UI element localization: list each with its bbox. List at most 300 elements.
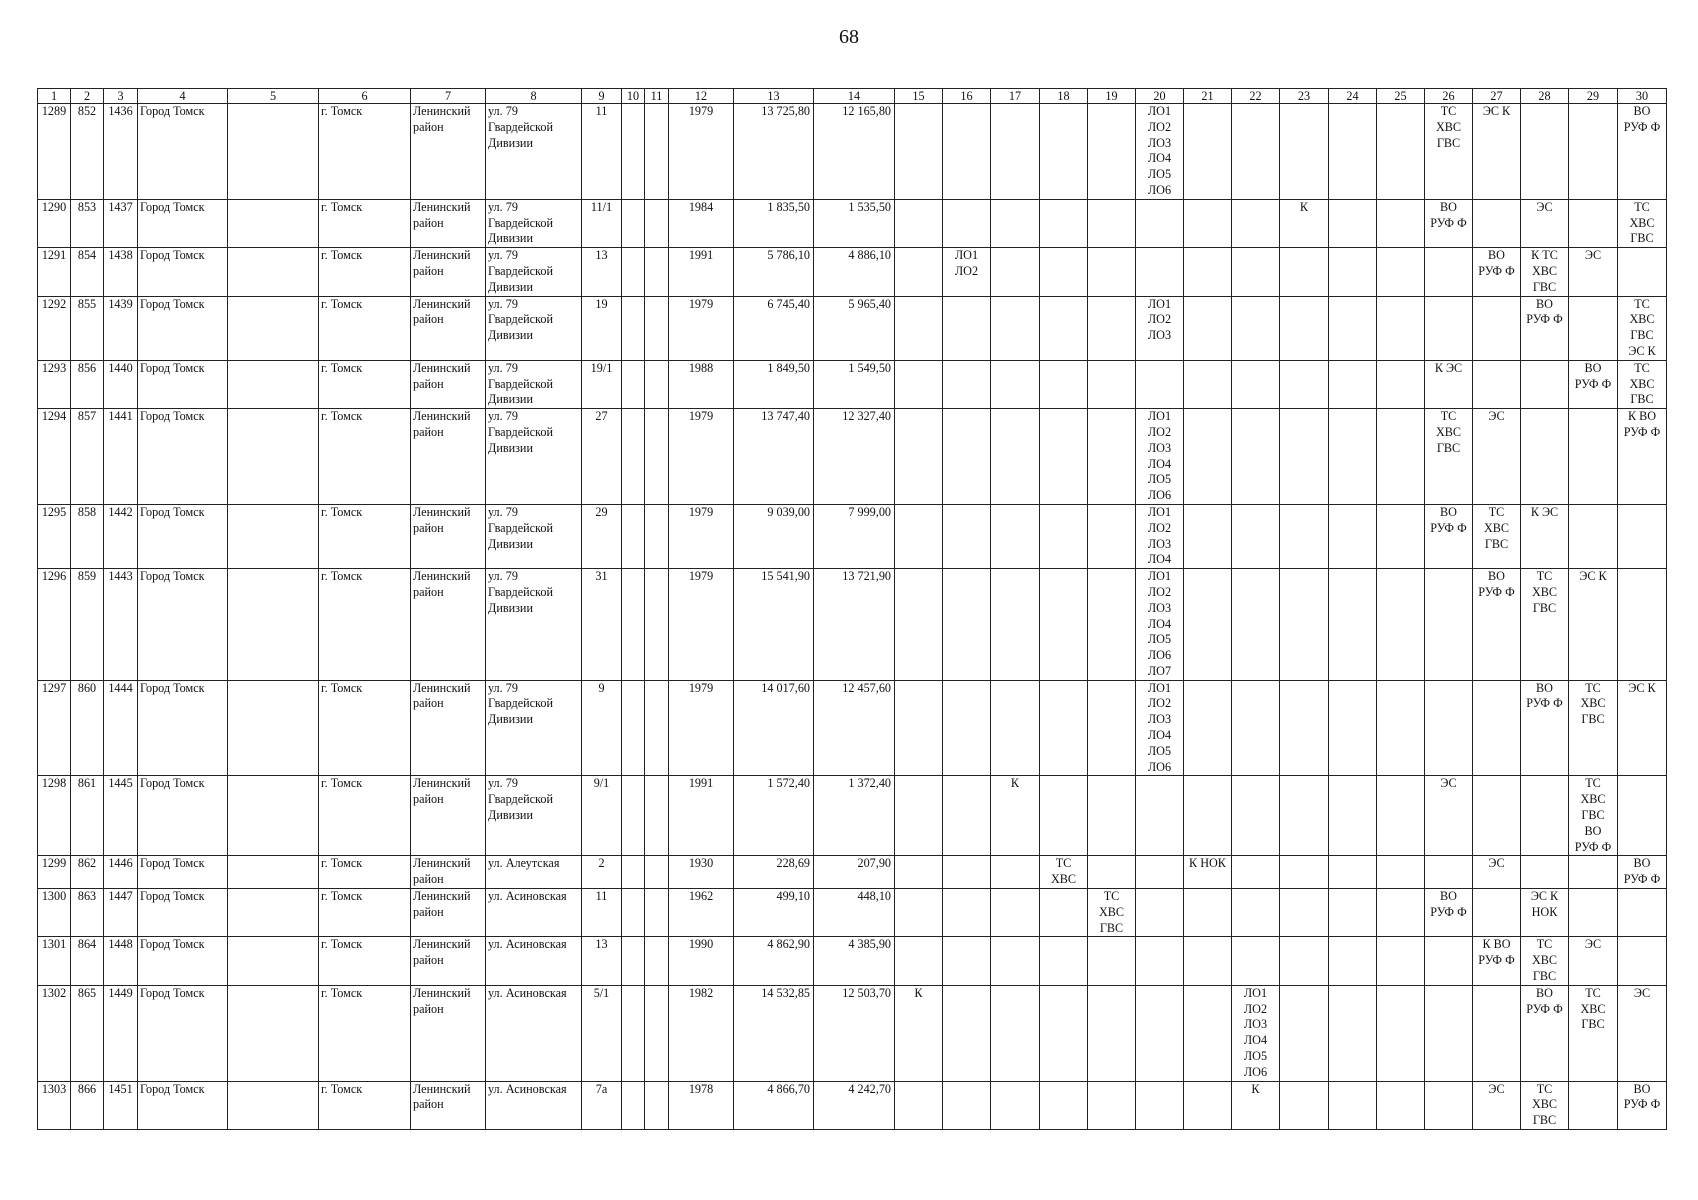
cell-col-7: Ленинский район [411, 199, 486, 247]
cell-col-28: ВО РУФ Ф [1521, 296, 1569, 360]
cell-col-7: Ленинский район [411, 889, 486, 937]
column-header-14: 14 [814, 89, 895, 104]
cell-col-24 [1329, 104, 1377, 200]
column-header-18: 18 [1040, 89, 1088, 104]
cell-col-12: 1979 [669, 680, 734, 776]
cell-col-22 [1232, 104, 1280, 200]
cell-col-10 [622, 937, 645, 985]
cell-col-8: ул. Алеутская [486, 856, 582, 889]
cell-col-18: ТС ХВС [1040, 856, 1088, 889]
cell-col-13: 1 835,50 [734, 199, 814, 247]
cell-col-20 [1136, 199, 1184, 247]
cell-col-12: 1979 [669, 104, 734, 200]
cell-col-30: ВО РУФ Ф [1618, 856, 1667, 889]
cell-col-4: Город Томск [138, 360, 228, 408]
cell-col-4: Город Томск [138, 104, 228, 200]
cell-col-6: г. Томск [319, 937, 411, 985]
cell-col-27 [1473, 889, 1521, 937]
cell-col-30 [1618, 248, 1667, 296]
table-row [38, 776, 1667, 856]
cell-col-5 [228, 409, 319, 505]
cell-col-12: 1979 [669, 504, 734, 568]
cell-col-12: 1984 [669, 199, 734, 247]
cell-col-23 [1280, 889, 1329, 937]
cell-col-25 [1377, 296, 1425, 360]
cell-col-18 [1040, 889, 1088, 937]
cell-col-10 [622, 985, 645, 1081]
cell-col-9: 13 [582, 937, 622, 985]
cell-col-19 [1088, 248, 1136, 296]
column-header-10: 10 [622, 89, 645, 104]
cell-col-9: 2 [582, 856, 622, 889]
cell-col-19: ТС ХВС ГВС [1088, 889, 1136, 937]
cell-col-13: 4 866,70 [734, 1081, 814, 1129]
cell-col-5 [228, 569, 319, 681]
cell-col-1: 1291 [38, 248, 71, 296]
cell-col-4: Город Томск [138, 937, 228, 985]
cell-col-15 [895, 569, 943, 681]
cell-col-24 [1329, 937, 1377, 985]
cell-col-8: ул. Асиновская [486, 985, 582, 1081]
cell-col-6: г. Томск [319, 856, 411, 889]
cell-col-30: ВО РУФ Ф [1618, 104, 1667, 200]
cell-col-16 [943, 296, 991, 360]
cell-col-23 [1280, 296, 1329, 360]
cell-col-20: ЛО1 ЛО2 ЛО3 ЛО4 ЛО5 ЛО6 [1136, 680, 1184, 776]
column-header-15: 15 [895, 89, 943, 104]
cell-col-20 [1136, 937, 1184, 985]
cell-col-12: 1991 [669, 248, 734, 296]
cell-col-5 [228, 937, 319, 985]
cell-col-24 [1329, 199, 1377, 247]
cell-col-29 [1569, 1081, 1618, 1129]
cell-col-7: Ленинский район [411, 504, 486, 568]
cell-col-27: ЭС [1473, 1081, 1521, 1129]
cell-col-2: 855 [71, 296, 104, 360]
cell-col-20 [1136, 985, 1184, 1081]
cell-col-6: г. Томск [319, 776, 411, 856]
cell-col-26: ТС ХВС ГВС [1425, 409, 1473, 505]
cell-col-29: ЭС [1569, 937, 1618, 985]
cell-col-2: 865 [71, 985, 104, 1081]
cell-col-9: 19 [582, 296, 622, 360]
cell-col-21 [1184, 985, 1232, 1081]
table-row [38, 409, 1667, 505]
cell-col-10 [622, 504, 645, 568]
cell-col-14: 7 999,00 [814, 504, 895, 568]
column-header-6: 6 [319, 89, 411, 104]
cell-col-23 [1280, 104, 1329, 200]
cell-col-8: ул. 79 Гвардейской Дивизии [486, 409, 582, 505]
cell-col-12: 1979 [669, 569, 734, 681]
cell-col-5 [228, 856, 319, 889]
cell-col-18 [1040, 985, 1088, 1081]
cell-col-7: Ленинский район [411, 569, 486, 681]
cell-col-7: Ленинский район [411, 409, 486, 505]
cell-col-30 [1618, 504, 1667, 568]
cell-col-11 [645, 199, 669, 247]
cell-col-4: Город Томск [138, 776, 228, 856]
cell-col-29 [1569, 199, 1618, 247]
cell-col-21 [1184, 248, 1232, 296]
cell-col-9: 27 [582, 409, 622, 505]
cell-col-29 [1569, 104, 1618, 200]
cell-col-28: ТС ХВС ГВС [1521, 569, 1569, 681]
column-header-7: 7 [411, 89, 486, 104]
column-header-20: 20 [1136, 89, 1184, 104]
cell-col-10 [622, 680, 645, 776]
cell-col-15 [895, 937, 943, 985]
cell-col-23 [1280, 776, 1329, 856]
cell-col-6: г. Томск [319, 680, 411, 776]
cell-col-8: ул. Асиновская [486, 1081, 582, 1129]
cell-col-16 [943, 680, 991, 776]
cell-col-20 [1136, 776, 1184, 856]
cell-col-29 [1569, 504, 1618, 568]
cell-col-20: ЛО1 ЛО2 ЛО3 [1136, 296, 1184, 360]
cell-col-10 [622, 248, 645, 296]
cell-col-17 [991, 985, 1040, 1081]
cell-col-30 [1618, 776, 1667, 856]
cell-col-26 [1425, 680, 1473, 776]
column-header-25: 25 [1377, 89, 1425, 104]
cell-col-12: 1990 [669, 937, 734, 985]
cell-col-24 [1329, 296, 1377, 360]
cell-col-1: 1298 [38, 776, 71, 856]
cell-col-17 [991, 889, 1040, 937]
cell-col-19 [1088, 1081, 1136, 1129]
cell-col-11 [645, 1081, 669, 1129]
cell-col-9: 19/1 [582, 360, 622, 408]
cell-col-24 [1329, 680, 1377, 776]
column-header-8: 8 [486, 89, 582, 104]
cell-col-18 [1040, 360, 1088, 408]
cell-col-30: ТС ХВС ГВС [1618, 199, 1667, 247]
cell-col-1: 1301 [38, 937, 71, 985]
cell-col-25 [1377, 199, 1425, 247]
cell-col-18 [1040, 776, 1088, 856]
cell-col-2: 862 [71, 856, 104, 889]
cell-col-30 [1618, 569, 1667, 681]
cell-col-10 [622, 199, 645, 247]
cell-col-17 [991, 856, 1040, 889]
cell-col-12: 1979 [669, 409, 734, 505]
cell-col-11 [645, 569, 669, 681]
cell-col-24 [1329, 856, 1377, 889]
cell-col-3: 1446 [104, 856, 138, 889]
cell-col-15 [895, 889, 943, 937]
cell-col-15 [895, 504, 943, 568]
cell-col-4: Город Томск [138, 248, 228, 296]
cell-col-18 [1040, 199, 1088, 247]
cell-col-16 [943, 856, 991, 889]
cell-col-9: 5/1 [582, 985, 622, 1081]
page-number: 68 [839, 26, 859, 48]
cell-col-5 [228, 504, 319, 568]
cell-col-17 [991, 360, 1040, 408]
cell-col-7: Ленинский район [411, 1081, 486, 1129]
cell-col-6: г. Томск [319, 1081, 411, 1129]
cell-col-13: 14 532,85 [734, 985, 814, 1081]
column-header-22: 22 [1232, 89, 1280, 104]
column-header-11: 11 [645, 89, 669, 104]
cell-col-3: 1437 [104, 199, 138, 247]
cell-col-28 [1521, 104, 1569, 200]
cell-col-19 [1088, 776, 1136, 856]
cell-col-9: 11 [582, 889, 622, 937]
cell-col-3: 1443 [104, 569, 138, 681]
cell-col-26: ТС ХВС ГВС [1425, 104, 1473, 200]
cell-col-7: Ленинский район [411, 680, 486, 776]
cell-col-28 [1521, 776, 1569, 856]
column-header-13: 13 [734, 89, 814, 104]
cell-col-26: ВО РУФ Ф [1425, 504, 1473, 568]
cell-col-2: 860 [71, 680, 104, 776]
cell-col-13: 5 786,10 [734, 248, 814, 296]
column-header-17: 17 [991, 89, 1040, 104]
cell-col-27 [1473, 296, 1521, 360]
cell-col-29: ЭС К [1569, 569, 1618, 681]
cell-col-20: ЛО1 ЛО2 ЛО3 ЛО4 ЛО5 ЛО6 ЛО7 [1136, 569, 1184, 681]
cell-col-16 [943, 504, 991, 568]
cell-col-7: Ленинский район [411, 776, 486, 856]
cell-col-29 [1569, 296, 1618, 360]
cell-col-9: 31 [582, 569, 622, 681]
cell-col-18 [1040, 569, 1088, 681]
cell-col-29: ТС ХВС ГВС [1569, 985, 1618, 1081]
cell-col-27: ВО РУФ Ф [1473, 248, 1521, 296]
cell-col-2: 854 [71, 248, 104, 296]
column-header-27: 27 [1473, 89, 1521, 104]
cell-col-4: Город Томск [138, 889, 228, 937]
cell-col-15 [895, 104, 943, 200]
cell-col-15 [895, 776, 943, 856]
cell-col-26 [1425, 985, 1473, 1081]
cell-col-23 [1280, 680, 1329, 776]
column-header-29: 29 [1569, 89, 1618, 104]
cell-col-18 [1040, 1081, 1088, 1129]
cell-col-3: 1447 [104, 889, 138, 937]
cell-col-13: 499,10 [734, 889, 814, 937]
cell-col-22 [1232, 504, 1280, 568]
cell-col-29: ЭС [1569, 248, 1618, 296]
cell-col-27: ЭС [1473, 409, 1521, 505]
cell-col-13: 13 725,80 [734, 104, 814, 200]
cell-col-24 [1329, 569, 1377, 681]
cell-col-17 [991, 248, 1040, 296]
cell-col-16 [943, 104, 991, 200]
cell-col-19 [1088, 680, 1136, 776]
cell-col-18 [1040, 296, 1088, 360]
cell-col-14: 4 886,10 [814, 248, 895, 296]
cell-col-9: 7а [582, 1081, 622, 1129]
cell-col-23 [1280, 856, 1329, 889]
cell-col-18 [1040, 248, 1088, 296]
cell-col-8: ул. 79 Гвардейской Дивизии [486, 360, 582, 408]
column-header-28: 28 [1521, 89, 1569, 104]
cell-col-20 [1136, 248, 1184, 296]
cell-col-2: 866 [71, 1081, 104, 1129]
cell-col-3: 1444 [104, 680, 138, 776]
cell-col-16 [943, 937, 991, 985]
cell-col-6: г. Томск [319, 569, 411, 681]
cell-col-22 [1232, 680, 1280, 776]
cell-col-2: 858 [71, 504, 104, 568]
cell-col-6: г. Томск [319, 104, 411, 200]
cell-col-22 [1232, 937, 1280, 985]
cell-col-3: 1449 [104, 985, 138, 1081]
cell-col-4: Город Томск [138, 985, 228, 1081]
cell-col-20: ЛО1 ЛО2 ЛО3 ЛО4 ЛО5 ЛО6 [1136, 409, 1184, 505]
cell-col-16 [943, 889, 991, 937]
cell-col-1: 1290 [38, 199, 71, 247]
cell-col-30: ВО РУФ Ф [1618, 1081, 1667, 1129]
table-row [38, 199, 1667, 247]
cell-col-10 [622, 409, 645, 505]
cell-col-5 [228, 104, 319, 200]
cell-col-17 [991, 104, 1040, 200]
cell-col-24 [1329, 409, 1377, 505]
cell-col-21 [1184, 680, 1232, 776]
cell-col-10 [622, 889, 645, 937]
cell-col-11 [645, 856, 669, 889]
cell-col-26 [1425, 296, 1473, 360]
cell-col-19 [1088, 985, 1136, 1081]
cell-col-13: 14 017,60 [734, 680, 814, 776]
cell-col-14: 12 457,60 [814, 680, 895, 776]
cell-col-24 [1329, 985, 1377, 1081]
cell-col-25 [1377, 504, 1425, 568]
cell-col-1: 1302 [38, 985, 71, 1081]
cell-col-25 [1377, 360, 1425, 408]
table-row [38, 104, 1667, 200]
cell-col-19 [1088, 937, 1136, 985]
cell-col-29: ТС ХВС ГВС ВО РУФ Ф [1569, 776, 1618, 856]
cell-col-10 [622, 1081, 645, 1129]
cell-col-19 [1088, 569, 1136, 681]
cell-col-12: 1988 [669, 360, 734, 408]
cell-col-16 [943, 985, 991, 1081]
cell-col-22 [1232, 409, 1280, 505]
cell-col-30: ТС ХВС ГВС ЭС К [1618, 296, 1667, 360]
cell-col-10 [622, 569, 645, 681]
cell-col-2: 853 [71, 199, 104, 247]
cell-col-3: 1451 [104, 1081, 138, 1129]
cell-col-2: 852 [71, 104, 104, 200]
cell-col-25 [1377, 856, 1425, 889]
cell-col-8: ул. Асиновская [486, 889, 582, 937]
cell-col-30 [1618, 889, 1667, 937]
cell-col-1: 1296 [38, 569, 71, 681]
cell-col-17 [991, 296, 1040, 360]
cell-col-22 [1232, 776, 1280, 856]
cell-col-13: 228,69 [734, 856, 814, 889]
cell-col-21 [1184, 1081, 1232, 1129]
column-header-16: 16 [943, 89, 991, 104]
cell-col-24 [1329, 360, 1377, 408]
cell-col-7: Ленинский район [411, 296, 486, 360]
cell-col-16 [943, 360, 991, 408]
cell-col-29 [1569, 889, 1618, 937]
cell-col-15 [895, 360, 943, 408]
cell-col-10 [622, 856, 645, 889]
cell-col-27 [1473, 985, 1521, 1081]
cell-col-1: 1289 [38, 104, 71, 200]
cell-col-13: 9 039,00 [734, 504, 814, 568]
cell-col-22 [1232, 360, 1280, 408]
cell-col-12: 1982 [669, 985, 734, 1081]
cell-col-11 [645, 409, 669, 505]
cell-col-13: 15 541,90 [734, 569, 814, 681]
cell-col-19 [1088, 199, 1136, 247]
cell-col-27 [1473, 360, 1521, 408]
cell-col-19 [1088, 409, 1136, 505]
cell-col-6: г. Томск [319, 409, 411, 505]
cell-col-10 [622, 296, 645, 360]
table-row [38, 569, 1667, 681]
cell-col-18 [1040, 104, 1088, 200]
cell-col-30: ЭС К [1618, 680, 1667, 776]
cell-col-1: 1295 [38, 504, 71, 568]
column-header-21: 21 [1184, 89, 1232, 104]
cell-col-4: Город Томск [138, 199, 228, 247]
table-row [38, 985, 1667, 1081]
cell-col-17 [991, 680, 1040, 776]
column-header-19: 19 [1088, 89, 1136, 104]
cell-col-29 [1569, 856, 1618, 889]
cell-col-14: 1 549,50 [814, 360, 895, 408]
table-row [38, 248, 1667, 296]
cell-col-23 [1280, 1081, 1329, 1129]
cell-col-18 [1040, 680, 1088, 776]
column-header-30: 30 [1618, 89, 1667, 104]
cell-col-15 [895, 856, 943, 889]
cell-col-2: 856 [71, 360, 104, 408]
cell-col-21 [1184, 409, 1232, 505]
cell-col-19 [1088, 296, 1136, 360]
cell-col-21: К НОК [1184, 856, 1232, 889]
cell-col-14: 12 503,70 [814, 985, 895, 1081]
cell-col-11 [645, 680, 669, 776]
cell-col-5 [228, 360, 319, 408]
cell-col-9: 9/1 [582, 776, 622, 856]
cell-col-13: 4 862,90 [734, 937, 814, 985]
cell-col-28: ВО РУФ Ф [1521, 985, 1569, 1081]
cell-col-26 [1425, 569, 1473, 681]
cell-col-24 [1329, 1081, 1377, 1129]
cell-col-14: 207,90 [814, 856, 895, 889]
cell-col-27 [1473, 199, 1521, 247]
cell-col-6: г. Томск [319, 889, 411, 937]
cell-col-23: К [1280, 199, 1329, 247]
cell-col-5 [228, 776, 319, 856]
cell-col-8: ул. 79 Гвардейской Дивизии [486, 504, 582, 568]
cell-col-25 [1377, 937, 1425, 985]
column-header-3: 3 [104, 89, 138, 104]
cell-col-8: ул. Асиновская [486, 937, 582, 985]
cell-col-21 [1184, 199, 1232, 247]
cell-col-29: ТС ХВС ГВС [1569, 680, 1618, 776]
cell-col-2: 864 [71, 937, 104, 985]
cell-col-17: К [991, 776, 1040, 856]
cell-col-2: 859 [71, 569, 104, 681]
column-header-1: 1 [38, 89, 71, 104]
cell-col-8: ул. 79 Гвардейской Дивизии [486, 248, 582, 296]
cell-col-22 [1232, 889, 1280, 937]
cell-col-28 [1521, 409, 1569, 505]
cell-col-10 [622, 104, 645, 200]
cell-col-5 [228, 248, 319, 296]
